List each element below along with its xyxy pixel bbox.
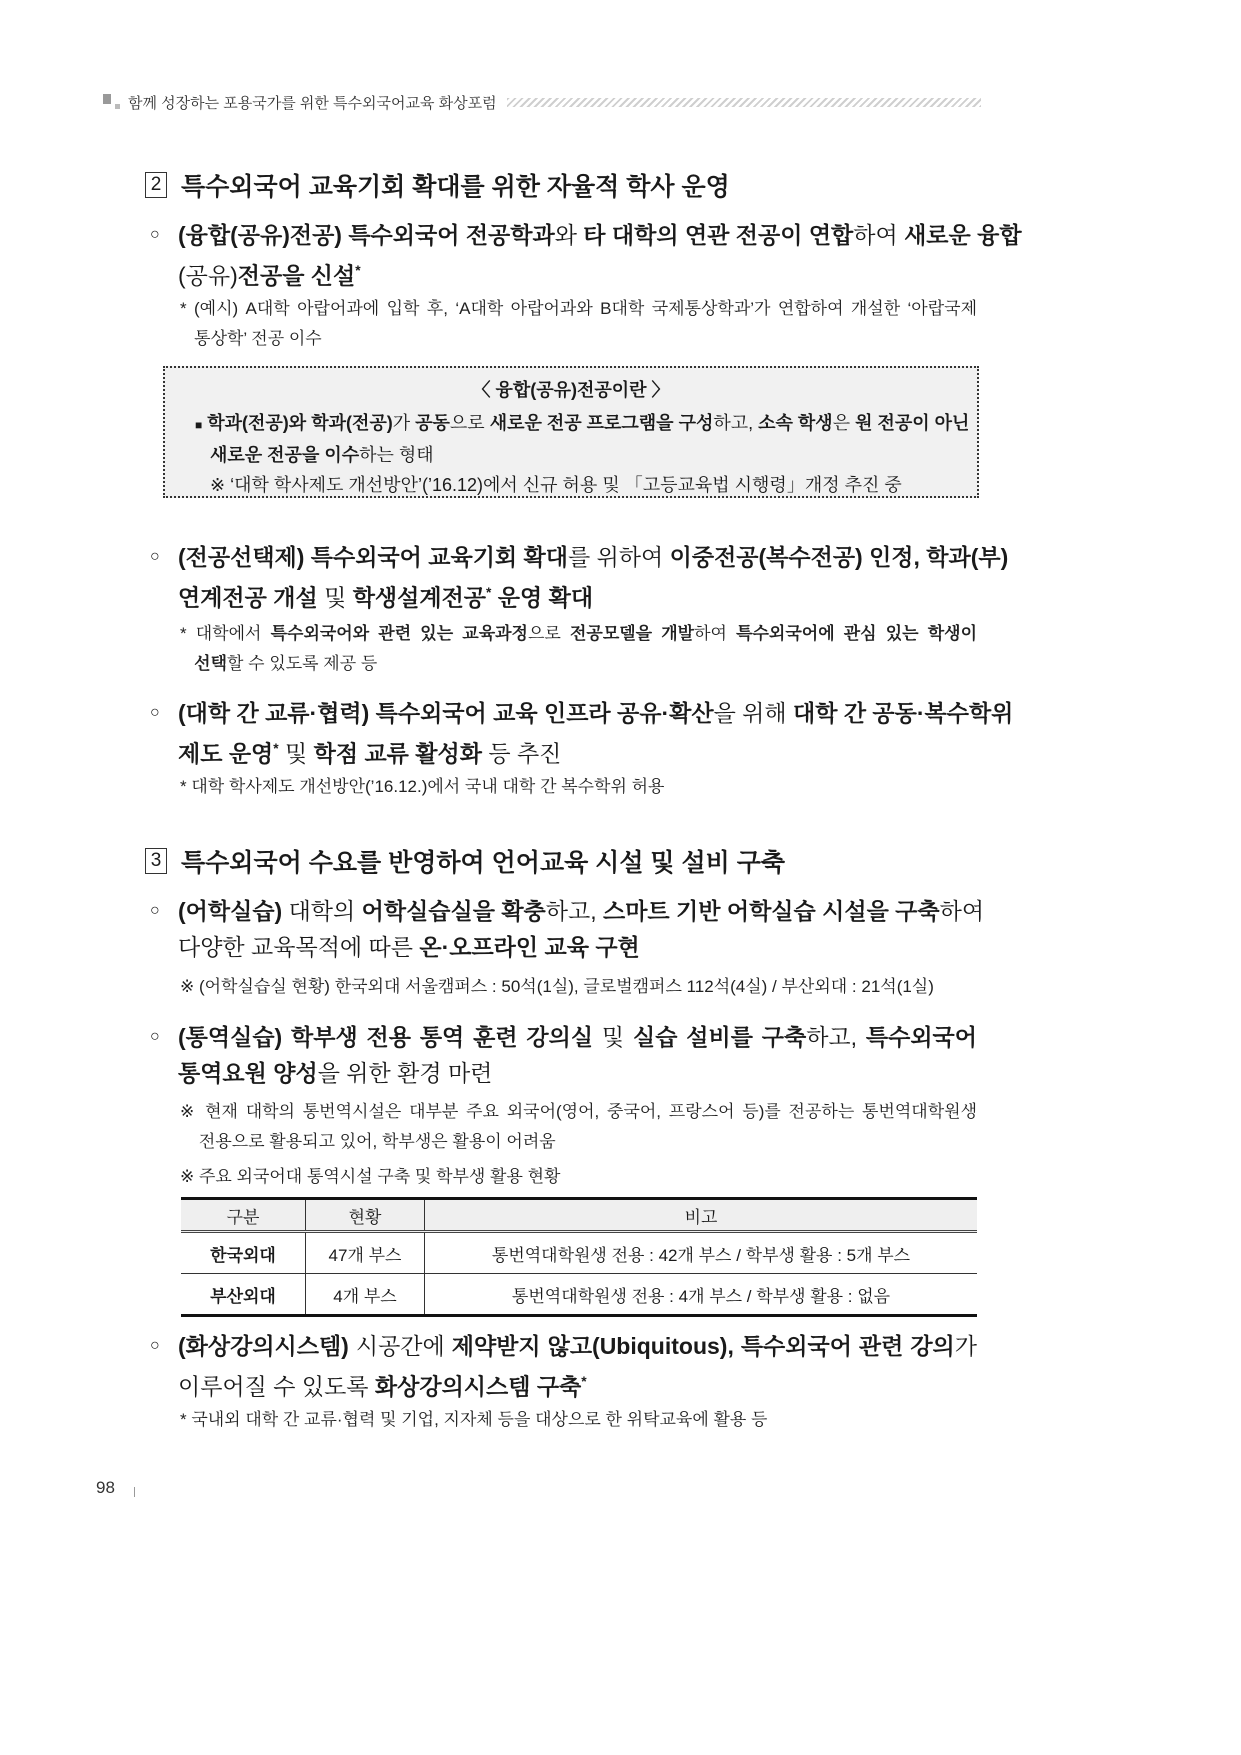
text-line [180,772,977,802]
text-segment: 다양한 교육목적에 따른 [178,934,420,960]
bullet-interpretation [150,1019,977,1091]
text-segment: * 대학에서 [180,624,271,643]
bullet-circle-icon: ○ [150,1028,160,1045]
text-segment: 온·오프라인 교육 구현 [419,934,640,960]
text-segment: (전공선택제) 특수외국어 교육기회 확대 [178,544,568,570]
section-title: 특수외국어 수요를 반영하여 언어교육 시설 및 설비 구축 [181,849,786,877]
text-segment: 실습 설비를 구축 [632,1024,807,1050]
note-double-degree [180,772,977,802]
text-segment: (융합(공유)전공) 특수외국어 전공학과 [178,222,555,248]
text-segment: 새로운 전공을 이수 [210,445,360,465]
text-segment: (화상강의시스템) [178,1333,349,1359]
info-box-convergence-major [163,366,979,498]
info-box-line [210,440,977,470]
text-line [178,217,1022,253]
section-number: 3 [145,848,167,874]
text-segment: 시공간에 [348,1333,452,1359]
text-segment: * 국내외 대학 간 교류·협력 및 기업, 지자체 등을 대상으로 한 위탁교육에 활용 등 [180,1410,768,1429]
page-number-divider [134,1487,135,1497]
note-consignment-education [180,1405,977,1435]
text-segment: 화상강의시스템 구축 [374,1373,582,1400]
note-major-model [180,619,977,679]
table-cell: 부산외대 [181,1274,306,1316]
table-cell: 47개 부스 [306,1232,425,1274]
bullet-convergence-major [150,217,1022,294]
text-line [178,893,985,929]
square-bullet-icon: ■ [195,418,203,432]
table-cell: 통번역대학원생 전용 : 4개 부스 / 학부생 활용 : 없음 [425,1274,978,1316]
text-segment: * [355,263,361,278]
text-segment: 가 [392,413,416,433]
text-segment: 하고, [713,413,759,433]
note-lab-status [180,972,977,1002]
text-line [178,1055,977,1091]
section-2-heading [145,167,730,203]
text-segment: 소속 학생 [758,413,833,433]
text-segment: 와 [554,222,584,248]
text-segment: 이루어질 수 있도록 [178,1373,375,1400]
text-segment: 하여 [853,222,905,248]
text-segment: * (예시) A대학 아랍어과에 입학 후, ‘A대학 아랍어과와 B대학 국제통상학과’가 연합하여 개설한 ‘아랍국제 [180,299,977,318]
text-segment: 선택 [194,654,228,673]
text-segment: 제도 운영 [178,740,274,767]
table-row [181,1232,977,1274]
text-line [178,1328,977,1364]
text-line [178,1019,977,1055]
text-segment: 를 위하여 [567,544,670,570]
text-segment: 특수외국어에 관심 있는 학생이 [736,624,978,643]
text-line [180,972,977,1002]
text-segment: 이중전공(복수전공) 인정, 학과(부) [669,544,1009,570]
bullet-major-selection [150,539,1009,616]
table-cell: 4개 부스 [306,1274,425,1316]
text-line [180,324,977,354]
text-line [180,619,977,649]
info-box-title: 〈 융합(공유)전공이란 〉 [472,380,670,400]
column-header: 비고 [425,1199,978,1232]
text-segment: 통상학’ 전공 이수 [180,329,322,348]
text-line [178,1364,977,1405]
text-line [180,1097,977,1127]
note-table-caption [180,1162,977,1192]
note-interpretation-facilities [180,1097,977,1157]
header-hatch-bar [507,98,981,107]
text-segment: 제약받지 않고(Ubiquitous), 특수외국어 관련 강의 [451,1333,955,1359]
column-header: 현황 [306,1199,425,1232]
bullet-circle-icon: ○ [150,902,160,919]
text-segment: ※ 현재 대학의 통번역시설은 대부분 주요 외국어(영어, 중국어, 프랑스어 등)를 전공하는 통번역대학원생 [180,1102,977,1121]
text-segment: (공유) [178,262,238,289]
text-line [180,1162,977,1192]
section-3-heading [145,843,785,879]
text-segment: 및 [593,1024,633,1050]
text-segment: * [273,741,279,756]
text-segment: ※ (어학실습실 현황) 한국외대 서울캠퍼스 : 50석(1실), 글로벌캠퍼스 112석(4실) / 부산외대 : 21석(1실) [180,977,934,996]
text-segment: 학점 교류 활성화 [313,740,482,767]
text-line [180,1405,977,1435]
text-run [210,445,434,465]
text-segment: 공동 [415,413,450,433]
text-segment: 으로 [449,413,490,433]
bullet-circle-icon: ○ [150,704,160,721]
running-header [103,92,981,112]
page-number: 98 [96,1478,115,1497]
table-cell: 통번역대학원생 전용 : 42개 부스 / 학부생 활용 : 5개 부스 [425,1232,978,1274]
text-line [180,649,977,679]
text-segment: ※ 주요 외국어대 통역시설 구축 및 학부생 활용 현황 [180,1167,561,1186]
text-segment: 스마트 기반 어학실습 시설을 구축 [603,898,940,924]
header-square-small-icon [115,104,120,109]
text-segment: (어학실습) [178,898,283,924]
text-segment: 통역요원 양성 [178,1060,318,1086]
text-segment: * 대학 학사제도 개선방안(’16.12.)에서 국내 대학 간 복수학위 허용 [180,777,665,796]
text-segment: 학과(전공)와 학과(전공) [207,413,393,433]
text-segment: 대학 간 공동·복수학위 [793,700,1014,726]
text-segment: 전공모델을 개발 [569,624,695,643]
text-segment: 가 [954,1333,977,1359]
bullet-circle-icon: ○ [150,226,160,243]
text-segment: 전용으로 활용되고 있어, 학부생은 활용이 어려움 [180,1132,556,1151]
table-header-row [181,1199,977,1232]
text-line [178,731,977,772]
info-box-note: ※ ‘대학 학사제도 개선방안’(’16.12)에서 신규 허용 및 「고등교육법 시행령」개정 추진 중 [210,475,902,495]
text-segment: 하여 [694,624,737,643]
text-segment: 새로운 전공 프로그램을 구성 [489,413,714,433]
text-line [178,575,977,616]
table-row [181,1274,977,1316]
table-cell: 한국외대 [181,1232,306,1274]
text-segment: (대학 간 교류·협력) 특수외국어 교육 인프라 공유·확산 [178,700,714,726]
header-square-icon [103,94,111,104]
text-segment: 대학의 [282,898,362,924]
text-segment: 등 추진 [481,740,562,767]
text-segment: 및 [317,584,353,611]
text-segment: 할 수 있도록 제공 등 [227,654,378,673]
column-header: 구분 [181,1199,306,1232]
text-segment: 을 위한 환경 마련 [317,1060,493,1086]
bullet-inter-university [150,695,1014,772]
text-line [178,929,977,965]
text-segment: 을 위해 [713,700,793,726]
bullet-language-lab [150,893,985,965]
bullet-circle-icon: ○ [150,548,160,565]
bullet-video-lecture [150,1328,977,1405]
note-example [180,294,977,354]
text-segment: * [486,585,492,600]
text-segment: (통역실습) 학부생 전용 통역 훈련 강의실 [178,1024,594,1050]
header-title: 함께 성장하는 포용국가를 위한 특수외국어교육 화상포럼 [128,94,497,112]
info-box-line [195,408,977,440]
text-segment: 하여 [939,898,985,924]
text-segment: 어학실습실을 확충 [361,898,546,924]
text-run [207,413,969,433]
text-segment: 전공을 신설 [237,262,356,289]
text-segment: 하는 형태 [359,445,434,465]
section-number: 2 [145,172,167,198]
text-line [178,695,1014,731]
text-segment: 으로 [527,624,570,643]
text-segment: 및 [278,740,314,767]
text-line [178,253,977,294]
text-segment: 새로운 융합 [904,222,1022,248]
section-title: 특수외국어 교육기회 확대를 위한 자율적 학사 운영 [181,173,730,201]
text-line [180,1127,977,1157]
text-line [178,539,1009,575]
text-segment: 특수외국어 [865,1024,977,1050]
text-segment: * [581,1374,587,1389]
text-segment: 하고, [545,898,603,924]
text-segment: 타 대학의 연관 전공이 연합 [583,222,854,248]
text-segment [180,654,194,673]
text-segment: 연계전공 개설 [178,584,318,611]
text-line [180,294,977,324]
text-segment: 원 전공이 아닌 [855,413,970,433]
text-segment: 은 [832,413,856,433]
text-segment: 학생설계전공 [352,584,487,611]
text-segment: 특수외국어와 관련 있는 교육과정 [270,624,528,643]
bullet-circle-icon: ○ [150,1337,160,1354]
interpretation-facility-table [181,1197,977,1317]
text-segment: 하고, [806,1024,866,1050]
text-segment: 운영 확대 [491,584,594,611]
